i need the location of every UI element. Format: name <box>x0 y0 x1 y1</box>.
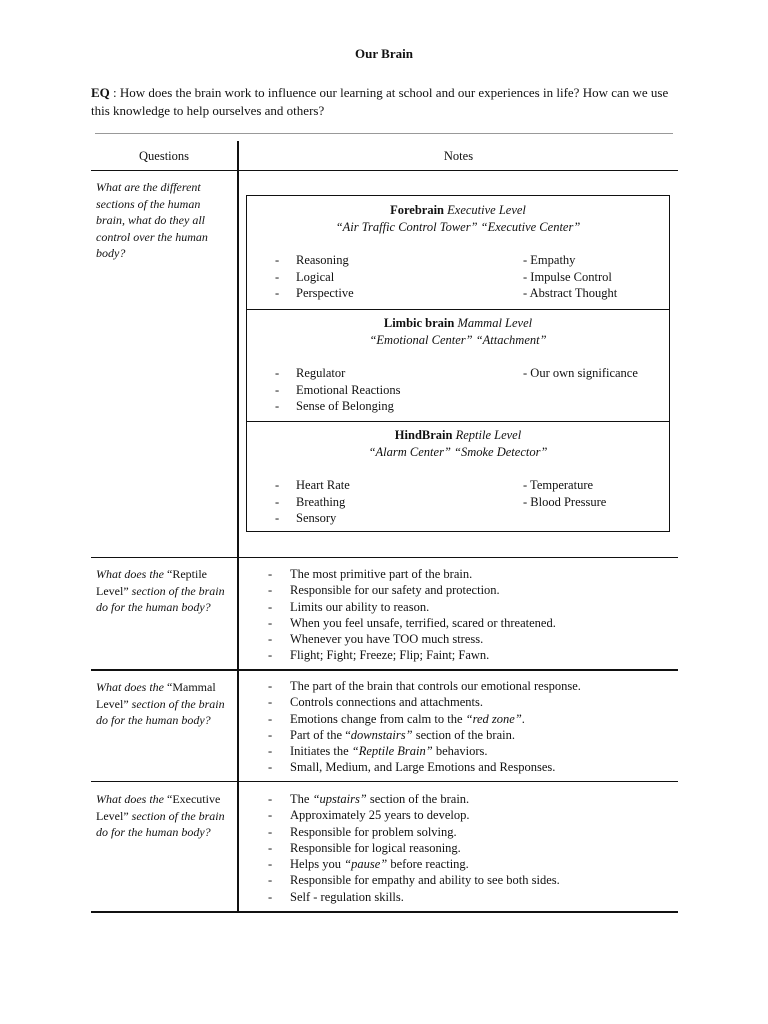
note-emphasis: “Reptile Brain” <box>351 744 433 759</box>
list-item-text: Heart Rate <box>296 478 350 492</box>
list-item <box>275 494 350 511</box>
list-item <box>275 382 401 399</box>
question-term: “Executive Level” <box>96 792 221 823</box>
question-term: “Reptile Level” <box>96 567 207 598</box>
note-text: behaviors. <box>432 744 488 759</box>
section-left-list <box>275 252 354 302</box>
list-item-text: Reasoning <box>296 253 349 267</box>
question-text: What does the <box>96 792 167 806</box>
list-item-text: Sensory <box>296 511 337 526</box>
bullet-dash: - <box>268 889 273 904</box>
note-text: Limits our ability to reason. <box>290 599 430 614</box>
note-text: Helps you <box>290 857 345 872</box>
note-text: Emotions change from calm to the <box>290 711 466 726</box>
list-item <box>275 477 350 494</box>
note-text: Responsible for our safety and protection. <box>290 583 500 598</box>
note-item <box>268 711 581 727</box>
note-text: Controls connections and attachments. <box>290 695 484 710</box>
section-level: Mammal Level <box>457 316 533 330</box>
bullet-dash: - <box>268 632 273 647</box>
bullet-dash: - <box>275 269 280 284</box>
note-text: section of the brain. <box>412 727 515 742</box>
section-subtitle: “Air Traffic Control Tower” “Executive Center” <box>335 220 581 234</box>
section-left-list <box>275 477 350 527</box>
list-item-text: Sense of Belonging <box>296 399 394 414</box>
table-row-rule <box>91 781 678 782</box>
note-emphasis: downstairs” <box>350 727 413 742</box>
notes-mammal-level <box>268 678 581 776</box>
list-item: - Impulse Control <box>523 269 612 284</box>
table-bottom-rule <box>91 911 678 913</box>
section-right-list <box>523 477 606 510</box>
note-item <box>268 647 556 663</box>
list-item <box>275 365 401 382</box>
list-item: - Our own significance <box>523 366 638 380</box>
note-item <box>268 840 560 856</box>
note-text: Part of the “ <box>290 727 351 742</box>
bullet-dash: - <box>268 744 273 759</box>
section-subtitle: “Alarm Center” “Smoke Detector” <box>368 445 548 459</box>
section-right-list <box>523 252 617 302</box>
note-text: Responsible for empathy and ability to see both sides. <box>290 873 560 888</box>
table-row-rule <box>91 557 678 558</box>
bullet-dash: - <box>275 382 280 397</box>
question-term: “Mammal Level” <box>96 680 216 711</box>
question-text: What does the <box>96 567 167 581</box>
bullet-dash: - <box>268 857 273 872</box>
note-emphasis: “red zone” <box>465 711 522 726</box>
note-item <box>268 678 581 694</box>
bullet-dash: - <box>268 840 273 855</box>
bullet-dash: - <box>268 583 273 598</box>
note-emphasis: “upstairs” <box>312 792 367 806</box>
bullet-dash: - <box>268 567 273 581</box>
brain-sections-box <box>246 195 670 532</box>
brain-section-hindbrain <box>247 421 669 531</box>
note-emphasis: “pause” <box>344 857 388 872</box>
eq-label: EQ <box>91 85 110 100</box>
note-item <box>268 872 560 888</box>
bullet-dash: - <box>268 615 273 630</box>
note-text: Small, Medium, and Large Emotions and Responses. <box>290 760 556 775</box>
list-item-text: Regulator <box>296 366 346 380</box>
notes-reptile-level <box>268 566 556 664</box>
note-text: Responsible for problem solving. <box>290 824 457 839</box>
bullet-dash: - <box>275 399 280 414</box>
note-text: The <box>290 792 313 806</box>
bullet-dash: - <box>268 873 273 888</box>
section-left-list <box>275 365 401 415</box>
section-name: Limbic brain <box>383 316 455 330</box>
section-name: HindBrain <box>394 428 453 442</box>
note-text: before reacting. <box>387 857 469 872</box>
list-item <box>275 398 401 415</box>
list-item-text: Breathing <box>296 494 346 509</box>
note-text: section of the brain. <box>366 792 470 806</box>
bullet-dash: - <box>268 760 273 775</box>
table-header-rule <box>91 170 678 171</box>
section-right-list <box>523 365 638 382</box>
note-item <box>268 856 560 872</box>
question-reptile-level <box>96 566 232 616</box>
section-title <box>247 203 669 218</box>
question-brain-sections: What are the different sections of the human brain, what do they all control over the human body? <box>96 180 208 260</box>
section-title <box>247 316 669 331</box>
bullet-dash: - <box>275 511 280 526</box>
question-text: section of the brain do for the human body? <box>96 696 225 727</box>
list-item: - Temperature <box>523 478 594 492</box>
question-text: section of the brain do for the human body? <box>96 808 225 839</box>
section-level: Executive Level <box>447 203 526 217</box>
bullet-dash: - <box>275 366 280 380</box>
section-level: Reptile Level <box>455 428 522 442</box>
note-text: The part of the brain that controls our emotional response. <box>290 679 581 693</box>
note-item <box>268 807 560 823</box>
note-item <box>268 582 556 598</box>
brain-section-limbic <box>247 309 669 422</box>
brain-section-forebrain <box>247 196 669 310</box>
list-item-text: Perspective <box>296 286 354 301</box>
list-item-text: Emotional Reactions <box>296 382 401 397</box>
note-item <box>268 759 581 775</box>
section-subtitle: “Emotional Center” “Attachment” <box>369 333 547 347</box>
bullet-dash: - <box>268 599 273 614</box>
question-text: section of the brain do for the human body? <box>96 583 225 614</box>
bullet-dash: - <box>268 727 273 742</box>
bullet-dash: - <box>275 478 280 492</box>
note-item <box>268 791 560 807</box>
note-item <box>268 566 556 582</box>
note-text: Approximately 25 years to develop. <box>290 808 470 823</box>
list-item <box>275 252 354 269</box>
table-column-divider <box>237 141 239 912</box>
list-item: - Blood Pressure <box>523 494 607 509</box>
note-item <box>268 743 581 759</box>
question-text: What does the <box>96 680 167 694</box>
divider <box>95 133 673 134</box>
page-title: Our Brain <box>355 46 413 61</box>
section-name: Forebrain <box>390 203 445 217</box>
column-header-notes: Notes <box>443 149 474 163</box>
bullet-dash: - <box>275 286 280 301</box>
list-item <box>275 510 350 527</box>
note-text: Initiates the <box>290 744 352 759</box>
bullet-dash: - <box>275 253 280 267</box>
column-header-questions: Questions <box>139 149 189 163</box>
list-item: - Empathy <box>523 253 576 267</box>
note-text: Responsible for logical reasoning. <box>290 840 461 855</box>
list-item: - Abstract Thought <box>523 286 618 301</box>
bullet-dash: - <box>268 695 273 710</box>
list-item <box>275 269 354 286</box>
note-text: Flight; Fight; Freeze; Flip; Faint; Fawn. <box>290 648 490 663</box>
note-text: . <box>521 711 525 726</box>
section-title <box>247 428 669 443</box>
eq-text: : How does the brain work to influence our learning at school and our experiences in life? How can we use this knowledge to help ourselves and others? <box>91 85 669 118</box>
list-item-text: Logical <box>296 269 335 284</box>
table-row-rule <box>91 669 678 671</box>
bullet-dash: - <box>275 494 280 509</box>
bullet-dash: - <box>268 679 273 693</box>
bullet-dash: - <box>268 808 273 823</box>
note-item <box>268 727 581 743</box>
bullet-dash: - <box>268 792 273 806</box>
note-item <box>268 631 556 647</box>
note-item <box>268 889 560 905</box>
note-item <box>268 824 560 840</box>
note-text: When you feel unsafe, terrified, scared or threatened. <box>290 615 556 630</box>
question-mammal-level <box>96 679 232 729</box>
note-item <box>268 615 556 631</box>
note-text: Whenever you have TOO much stress. <box>290 632 484 647</box>
question-executive-level <box>96 791 232 841</box>
notes-executive-level <box>268 791 560 905</box>
note-text: The most primitive part of the brain. <box>290 567 473 581</box>
note-text: Self - regulation skills. <box>290 889 404 904</box>
list-item <box>275 285 354 302</box>
bullet-dash: - <box>268 711 273 726</box>
note-item <box>268 694 581 710</box>
note-item <box>268 599 556 615</box>
bullet-dash: - <box>268 824 273 839</box>
bullet-dash: - <box>268 648 273 663</box>
essential-question <box>91 84 681 120</box>
